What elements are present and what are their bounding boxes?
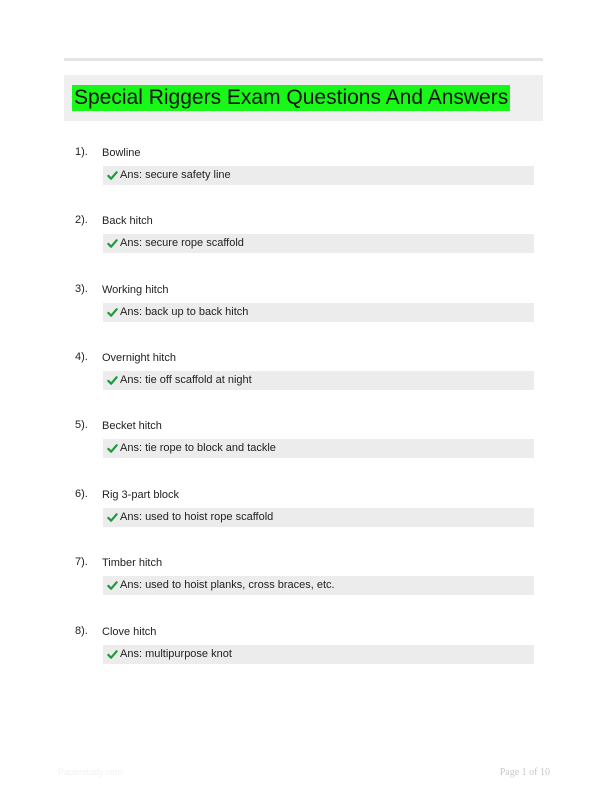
question-text: Rig 3-part block xyxy=(102,489,180,501)
answer-box xyxy=(103,645,534,664)
qa-item xyxy=(0,282,606,342)
qa-item xyxy=(0,350,606,410)
answer-text: Ans: multipurpose knot xyxy=(120,648,232,660)
answer-text: Ans: used to hoist planks, cross braces, etc. xyxy=(120,579,335,591)
question-number: 4). xyxy=(75,351,88,363)
page-title: Special Riggers Exam Questions And Answers xyxy=(74,86,509,109)
footer-watermark: Paperstudy.com xyxy=(58,767,123,777)
title-banner xyxy=(64,75,543,121)
question-number: 8). xyxy=(75,625,88,637)
answer-text: Ans: secure rope scaffold xyxy=(120,237,244,249)
question-text: Becket hitch xyxy=(102,420,162,432)
check-icon xyxy=(107,443,118,454)
check-icon xyxy=(107,375,118,386)
answer-box xyxy=(103,371,534,390)
answer-text: Ans: tie rope to block and tackle xyxy=(120,442,276,454)
answer-box xyxy=(103,234,534,253)
question-text: Clove hitch xyxy=(102,626,157,638)
question-text: Overnight hitch xyxy=(102,352,176,364)
qa-item xyxy=(0,145,606,205)
check-icon xyxy=(107,170,118,181)
answer-box xyxy=(103,166,534,185)
qa-item xyxy=(0,418,606,478)
question-text: Working hitch xyxy=(102,284,169,296)
answer-box xyxy=(103,303,534,322)
answer-box xyxy=(103,576,534,595)
check-icon xyxy=(107,307,118,318)
qa-item xyxy=(0,555,606,615)
question-number: 1). xyxy=(75,146,88,158)
qa-item xyxy=(0,487,606,547)
answer-text: Ans: back up to back hitch xyxy=(120,306,249,318)
answer-box xyxy=(103,508,534,527)
check-icon xyxy=(107,512,118,523)
check-icon xyxy=(107,649,118,660)
question-number: 7). xyxy=(75,556,88,568)
question-number: 2). xyxy=(75,214,88,226)
check-icon xyxy=(107,580,118,591)
answer-text: Ans: tie off scaffold at night xyxy=(120,374,252,386)
question-text: Bowline xyxy=(102,147,141,159)
question-number: 5). xyxy=(75,419,88,431)
qa-item xyxy=(0,624,606,684)
question-number: 6). xyxy=(75,488,88,500)
check-icon xyxy=(107,238,118,249)
answer-text: Ans: secure safety line xyxy=(120,169,231,181)
header-divider xyxy=(64,58,543,61)
qa-item xyxy=(0,213,606,273)
answer-text: Ans: used to hoist rope scaffold xyxy=(120,511,274,523)
page-indicator: Page 1 of 10 xyxy=(499,767,550,778)
question-text: Timber hitch xyxy=(102,557,163,569)
answer-box xyxy=(103,439,534,458)
question-number: 3). xyxy=(75,283,88,295)
question-text: Back hitch xyxy=(102,215,153,227)
